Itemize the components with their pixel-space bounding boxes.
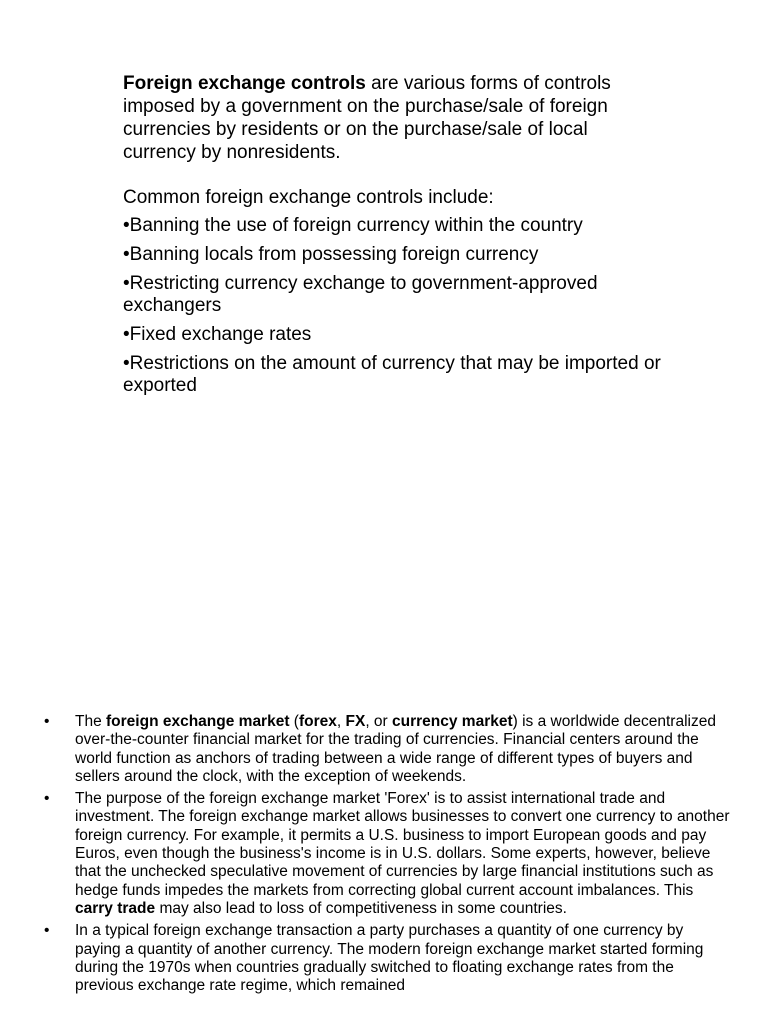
text-run: (: [289, 713, 299, 730]
controls-list: [123, 215, 663, 397]
forex-market-slide: [40, 713, 730, 999]
bold-term: foreign exchange market: [106, 713, 290, 730]
bold-term: forex: [298, 713, 337, 730]
text-run: The purpose of the foreign exchange market 'Forex' is to assist international trade and investment. The foreign exchange market allows businesses to convert one currency to another foreign currency. For example, it permits a U.S. business to import European goods and pay Euros, even though the business's income is in U.S. dollars. Some experts, however, believe that the unchecked speculative movement of currencies by large financial institutions such as hedge funds impedes the markets from correcting global current account imbalances. This: [75, 790, 730, 899]
control-item: •Banning locals from possessing foreign currency: [123, 244, 539, 265]
bullet-icon: •: [44, 713, 50, 730]
bold-term: FX: [345, 713, 366, 730]
bullet-icon: •: [44, 790, 50, 808]
text-run: ,: [336, 713, 346, 730]
controls-heading: Common foreign exchange controls include:: [123, 187, 494, 208]
text-run: , or: [365, 713, 393, 730]
market-item: [40, 713, 730, 786]
bold-term: carry trade: [75, 899, 156, 917]
bold-term: currency market: [392, 713, 513, 730]
text-run: In a typical foreign exchange transaction a party purchases a quantity of one currency by paying a quantity of another currency. The modern foreign exchange market started forming during the 1970s when countries gradually switched to floating exchange rates from the previous exchange rate regime, which remained: [75, 922, 704, 995]
control-item: •Banning the use of foreign currency within the country: [123, 215, 583, 236]
text-run: ) is a worldwide decentralized over-the-counter financial market for the trading of currencies. Financial centers around the world function as anchors of trading between a wide range of different types of buyers and sellers around the clock, with the exception of weekends.: [75, 713, 716, 785]
controls-slide: [123, 72, 663, 404]
text-run: may also lead to loss of competitiveness in some countries.: [155, 899, 567, 917]
intro-term: Foreign exchange controls: [123, 73, 366, 94]
market-list: [40, 713, 730, 995]
control-item: •Restrictions on the amount of currency that may be imported or exported: [123, 353, 661, 396]
intro-text: are various forms of controls imposed by a government on the purchase/sale of foreign currencies by residents or on the purchase/sale of local currency by nonresidents.: [123, 73, 611, 163]
market-item: [40, 790, 730, 918]
control-item: •Fixed exchange rates: [123, 324, 312, 345]
market-item: [40, 922, 730, 995]
bullet-icon: •: [44, 922, 50, 940]
control-item: •Restricting currency exchange to government-approved exchangers: [123, 273, 598, 316]
text-run: The: [75, 713, 107, 730]
intro-paragraph: [123, 72, 663, 164]
